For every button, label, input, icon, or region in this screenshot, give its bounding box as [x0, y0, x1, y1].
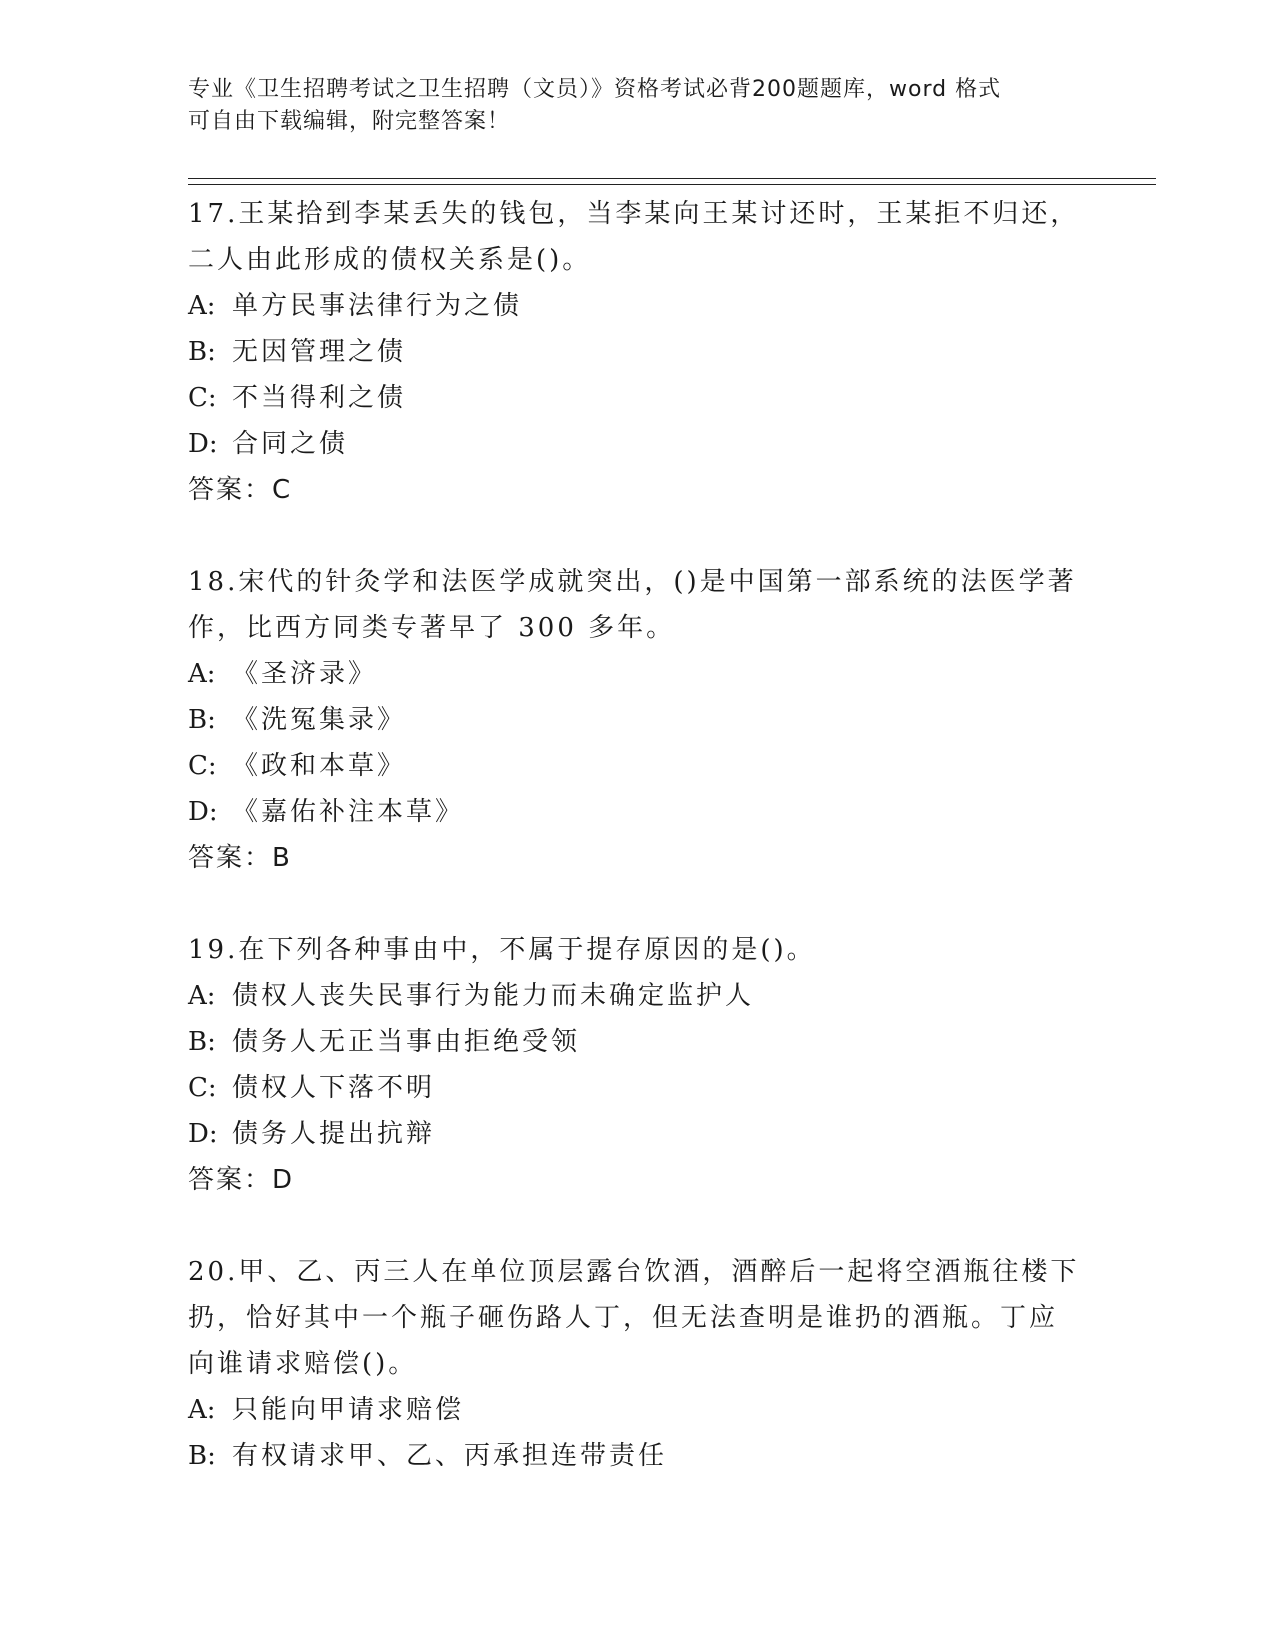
- option-text: 《圣济录》: [232, 659, 378, 689]
- question-stem-line: 18.宋代的针灸学和法医学成就突出，()是中国第一部系统的法医学著: [188, 567, 1077, 597]
- header-divider-bottom: [188, 184, 1156, 185]
- option-text: 《嘉佑补注本草》: [232, 797, 465, 827]
- option-text: 《政和本草》: [232, 751, 407, 781]
- question-stem-line: 19.在下列各种事由中，不属于提存原因的是()。: [188, 935, 816, 965]
- option-key: A:: [188, 291, 216, 321]
- header-line-1: 专业《卫生招聘考试之卫生招聘（文员）》资格考试必背200题题库，word 格式: [188, 77, 1002, 102]
- option-row: [188, 789, 1108, 835]
- option-key: C:: [188, 751, 217, 781]
- header-line-2: 可自由下载编辑，附完整答案！: [188, 109, 511, 134]
- option-key: C:: [188, 1073, 217, 1103]
- option-key: A:: [188, 659, 216, 689]
- option-row: [188, 329, 1108, 375]
- question-block: [188, 927, 1108, 1203]
- option-key: B:: [188, 1441, 216, 1471]
- option-key: D:: [188, 797, 218, 827]
- option-text: 《洗冤集录》: [232, 705, 407, 735]
- question-stem-line: 20.甲、乙、丙三人在单位顶层露台饮酒，酒醉后一起将空酒瓶往楼下: [188, 1257, 1080, 1287]
- option-text: 不当得利之债: [232, 383, 407, 413]
- option-row: [188, 743, 1108, 789]
- option-key: B:: [188, 337, 216, 367]
- option-key: A:: [188, 981, 216, 1011]
- option-row: [188, 375, 1108, 421]
- question-stem-line: 扔，恰好其中一个瓶子砸伤路人丁，但无法查明是谁扔的酒瓶。丁应: [188, 1303, 1059, 1333]
- header-divider-top: [188, 178, 1156, 179]
- option-key: B:: [188, 1027, 216, 1057]
- option-text: 只能向甲请求赔偿: [232, 1395, 465, 1425]
- question-list: [188, 191, 1108, 1525]
- option-text: 合同之债: [232, 429, 349, 459]
- document-header: [188, 74, 1088, 138]
- option-row: [188, 283, 1108, 329]
- option-text: 单方民事法律行为之债: [232, 291, 523, 321]
- option-text: 债务人无正当事由拒绝受领: [232, 1027, 581, 1057]
- answer-line: 答案：D: [188, 1165, 295, 1195]
- option-row: [188, 421, 1108, 467]
- option-key: D:: [188, 1119, 218, 1149]
- question-stem-line: 17.王某拾到李某丢失的钱包，当李某向王某讨还时，王某拒不归还，: [188, 199, 1080, 229]
- option-text: 债权人丧失民事行为能力而未确定监护人: [232, 981, 755, 1011]
- option-key: B:: [188, 705, 216, 735]
- option-text: 债务人提出抗辩: [232, 1119, 436, 1149]
- question-stem-line: 向谁请求赔偿()。: [188, 1349, 418, 1379]
- option-row: [188, 1433, 1108, 1479]
- question-block: [188, 559, 1108, 881]
- option-row: [188, 651, 1108, 697]
- option-key: C:: [188, 383, 217, 413]
- question-stem-line: 二人由此形成的债权关系是()。: [188, 245, 592, 275]
- option-row: [188, 1065, 1108, 1111]
- option-key: A:: [188, 1395, 216, 1425]
- question-block: [188, 1249, 1108, 1479]
- option-row: [188, 1019, 1108, 1065]
- option-key: D:: [188, 429, 218, 459]
- option-row: [188, 1387, 1108, 1433]
- option-text: 债权人下落不明: [232, 1073, 436, 1103]
- answer-line: 答案：C: [188, 475, 293, 505]
- answer-line: 答案：B: [188, 843, 292, 873]
- question-stem-line: 作，比西方同类专著早了 300 多年。: [188, 613, 676, 643]
- option-text: 无因管理之债: [232, 337, 407, 367]
- option-row: [188, 697, 1108, 743]
- option-row: [188, 973, 1108, 1019]
- option-row: [188, 1111, 1108, 1157]
- question-block: [188, 191, 1108, 513]
- option-text: 有权请求甲、乙、丙承担连带责任: [232, 1441, 668, 1471]
